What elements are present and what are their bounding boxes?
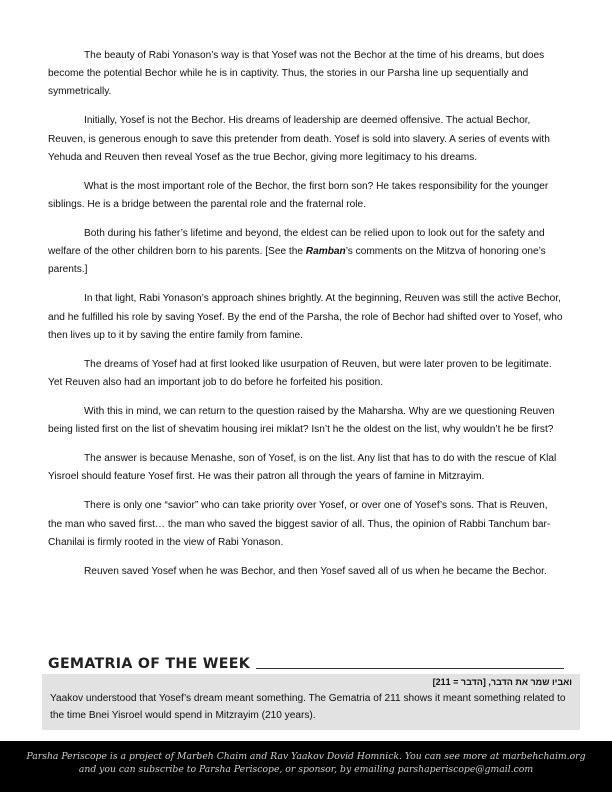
paragraph: With this in mind, we can return to the question raised by the Maharsha. Why are we questioning Reuven being listed first on the list of shevatim housing irei miklat? Isn’t he the oldest on the list, why wouldn’t he be first? [48,406,555,436]
gematria-header [48,655,564,673]
paragraph-text: ’s comments on the Mitzva of honoring one’s parents.] [48,246,546,276]
gematria-hebrew-verse: ואביו שמר את הדבר, [הדבר = 211] [432,677,572,687]
paragraph: Initially, Yosef is not the Bechor. His dreams of leadership are deemed offensive. The actual Bechor, Reuven, is generous enough to save this pretender from death. Yosef is sold into slavery. A series of events with Yehuda and Reuven then reveal Yosef as the true Bechor, giving more legitimacy to his dreams. [48,115,550,163]
paragraph: The dreams of Yosef had at first looked like usurpation of Reuven, but were later proven to be legitimate. Yet Reuven also had an important job to do before he forfeited his position. [48,358,552,389]
gematria-text: Yaakov understood that Yosef’s dream meant something. The Gematria of 211 shows it meant something related to the time Bnei Yisroel would spend in Mitzrayim (210 years). [50,693,566,721]
gematria-box [42,674,580,730]
paragraph: In that light, Rabi Yonason’s approach shines brightly. At the beginning, Reuven was still the active Bechor, and he fulfilled his role by saving Yosef. By the end of the Parsha, the role of Bechor had shifted over to Yosef, who then lives up to it by saving the entire family from famine. [48,293,563,341]
gematria-heading: GEMATRIA OF THE WEEK [48,656,251,672]
article-body [48,47,564,592]
paragraph [48,225,564,280]
heading-divider [256,668,564,669]
ramban-emphasis: Ramban [305,246,346,258]
paragraph: What is the most important role of the Bechor, the first born son? He takes responsibility for the younger siblings. He is a bridge between the parental role and the fraternal role. [48,180,549,211]
footer-line-1: Parsha Periscope is a project of Marbeh Chaim and Rav Yaakov Dovid Homnick. You can see more at marbehchaim.org [26,751,586,762]
footer-banner [0,741,612,792]
paragraph: The beauty of Rabi Yonason’s way is that Yosef was not the Bechor at the time of his dreams, but does become the potential Bechor while he is in captivity. Thus, the stories in our Parsha line up sequentially and symmetrically. [48,50,545,98]
paragraph: The answer is because Menashe, son of Yosef, is on the list. Any list that has to do with the rescue of Klal Yisroel should feature Yosef first. He was their patron all through the years of famine in Mitzrayim. [48,453,557,483]
paragraph: Reuven saved Yosef when he was Bechor, and then Yosef saved all of us when he became the Bechor. [84,565,547,577]
paragraph: There is only one “savior” who can take priority over Yosef, or over one of Yosef’s sons. That is Reuven, the man who saved first… the man who saved the biggest savior of all. Thus, the opinion of Rabbi Tanchum bar-Chanilai is firmly rooted in the view of Rabi Yonason. [48,500,551,548]
paragraph-text: Both during his father’s lifetime and beyond, the eldest can be relied upon to look out for the safety and welfare of the other children born to his parents. [See the [48,228,545,258]
footer-line-2: and you can subscribe to Parsha Periscope, or sponsor, by emailing parshaperiscope@gmail.com [78,763,534,775]
